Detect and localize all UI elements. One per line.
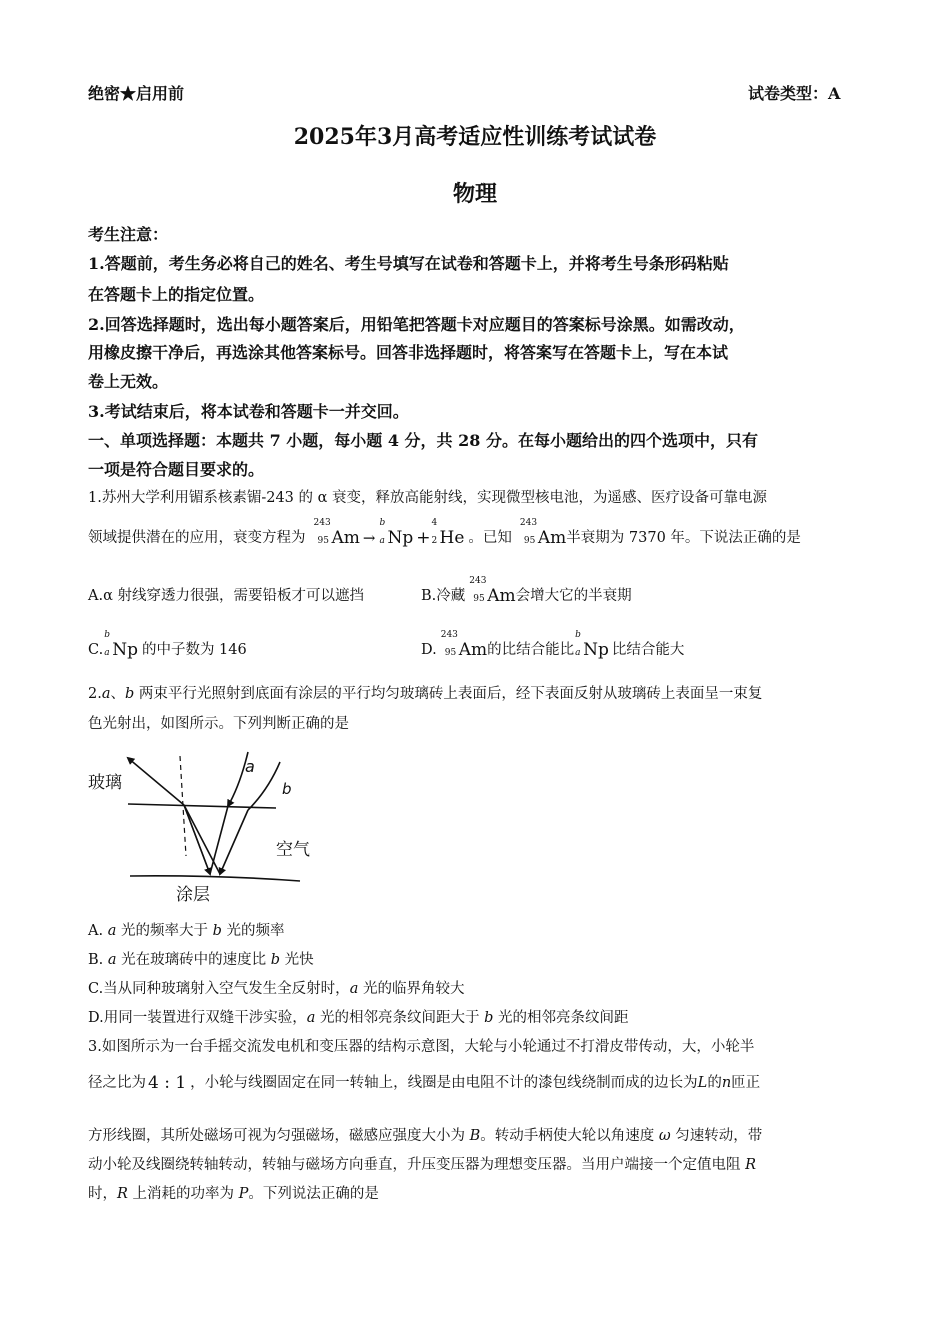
q2-glass-diagram bbox=[80, 750, 320, 910]
q1-equation-line bbox=[88, 517, 801, 556]
down-ray-a bbox=[184, 805, 210, 874]
reflected-beam-b bbox=[184, 805, 220, 874]
label-beam-b: b bbox=[282, 780, 292, 798]
q2-option-d: D.用同一装置进行双缝干涉实验，a 光的相邻亮条纹间距大于 b 光的相邻亮条纹间距 bbox=[88, 1010, 629, 1026]
q3-stem: 3.如图所示为一台手摇交流发电机和变压器的结构示意图，大轮与小轮通过不打滑皮带传动，大，小轮半 bbox=[88, 1039, 755, 1055]
notice-line: 用橡皮擦干净后，再选涂其他答案标号。回答非选择题时，将答案写在答题卡上，写在本试 bbox=[88, 343, 729, 362]
paper-type-label: 试卷类型：A bbox=[748, 84, 841, 103]
notice-line: 1.答题前，考生务必将自己的姓名、考生号填写在试卷和答题卡上，并将考生号条形码粘贴 bbox=[88, 254, 729, 273]
notice-line: 2.回答选择题时，选出每小题答案后，用铅笔把答题卡对应题目的答案标号涂黑。如需改动， bbox=[88, 315, 745, 334]
isotope-he: 4 2 He bbox=[431, 517, 465, 548]
isotope-np: b a Np bbox=[575, 629, 609, 660]
label-air: 空气 bbox=[276, 840, 310, 860]
q2-option-a: A. a 光的频率大于 b 光的频率 bbox=[88, 923, 285, 939]
notice-line: 卷上无效。 bbox=[88, 372, 169, 391]
isotope-am-243: 243 95 Am bbox=[469, 575, 516, 606]
q1-options-ab bbox=[88, 578, 364, 614]
q3-stem-line5: 时，R 上消耗的功率为 P。下列说法正确的是 bbox=[88, 1186, 379, 1202]
q2-option-c: C.当从同种玻璃射入空气发生全反射时，a 光的临界角较大 bbox=[88, 981, 465, 997]
q1-stem-text: 领域提供潜在的应用，衰变方程为 bbox=[88, 530, 306, 546]
notice-line: 3.考试结束后，将本试卷和答题卡一并交回。 bbox=[88, 402, 409, 421]
q1-option-b: B.冷藏 243 95 Am 会增大它的半衰期 bbox=[421, 575, 632, 606]
section-heading: 一、单项选择题：本题共 7 小题，每小题 4 分，共 28 分。在每小题给出的四个选项中，只有 bbox=[88, 431, 758, 450]
section-heading-cont: 一项是符合题目要求的。 bbox=[88, 460, 265, 479]
q3-stem-line2: 径之比为 4 : 1 ，小轮与线圈固定在同一转轴上，线圈是由电阻不计的漆包线绕制而成的边长为 L 的 n 匝正 bbox=[88, 1073, 761, 1093]
q1-stem-text: 半衰期为 7370 年。下说法正确的是 bbox=[566, 530, 801, 546]
q2-stem: 2.a、b 两束平行光照射到底面有涂层的平行均匀玻璃砖上表面后，经下表面反射从玻璃砖上表面呈一束复 bbox=[88, 686, 763, 702]
q1-stem-text: 。已知 bbox=[468, 530, 512, 546]
exam-title: 2025年3月高考适应性训练考试试卷 bbox=[293, 124, 657, 150]
q1-option-c: C. b a Np 的中子数为 146 bbox=[88, 629, 247, 660]
notice-heading: 考生注意： bbox=[88, 225, 169, 244]
label-glass: 玻璃 bbox=[88, 773, 122, 793]
isotope-am-243: 243 95 Am bbox=[440, 629, 488, 660]
label-beam-a: a bbox=[245, 757, 255, 776]
label-coating: 涂层 bbox=[176, 885, 210, 905]
q1-option-d: D. 243 95 Am 的比结合能比 b a Np 比结合能大 bbox=[421, 629, 685, 660]
q1-option-a: A.α 射线穿透力很强，需要铅板才可以遮挡 bbox=[88, 588, 364, 604]
q1-stem: 1.苏州大学利用镅系核素镅-243 的 α 衰变，释放高能射线，实现微型核电池，为遥感、医疗设备可靠电源 bbox=[88, 490, 768, 506]
isotope-am-243: 243 95 Am bbox=[313, 517, 360, 548]
decay-arrow: → bbox=[362, 529, 376, 547]
plus-sign: + bbox=[416, 528, 431, 548]
confidential-label: 绝密★启用前 bbox=[88, 84, 185, 103]
ratio-value: 4 : 1 bbox=[148, 1073, 187, 1093]
notice-line: 在答题卡上的指定位置。 bbox=[88, 285, 265, 304]
q2-option-b: B. a 光在玻璃砖中的速度比 b 光快 bbox=[88, 952, 314, 968]
q3-stem-line3: 方形线圈，其所处磁场可视为匀强磁场，磁感应强度大小为 B。转动手柄使大轮以角速度 ω 匀速转动，带 bbox=[88, 1128, 763, 1144]
q2-stem-cont: 色光射出，如图所示。下列判断正确的是 bbox=[88, 716, 349, 732]
isotope-am-243: 243 95 Am bbox=[519, 517, 567, 548]
coating-bottom-surface bbox=[130, 876, 300, 881]
subject-title: 物理 bbox=[452, 181, 497, 207]
q3-stem-line4: 动小轮及线圈绕转轴转动，转轴与磁场方向垂直，升压变压器为理想变压器。当用户端接一个定值电阻 R bbox=[88, 1157, 757, 1173]
isotope-np: b a Np bbox=[104, 629, 138, 660]
outgoing-beam bbox=[128, 758, 184, 805]
isotope-np: b a Np bbox=[379, 517, 414, 548]
